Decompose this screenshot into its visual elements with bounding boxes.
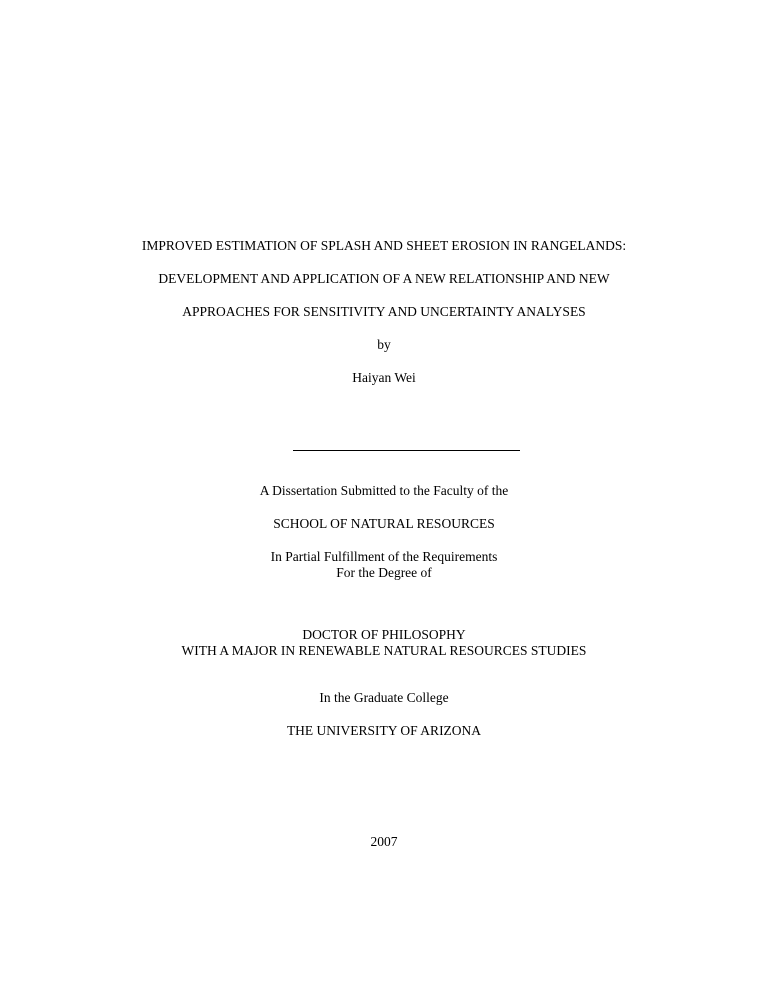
year: 2007 — [370, 834, 398, 849]
author-name: Haiyan Wei — [352, 370, 416, 385]
title-line-3: APPROACHES FOR SENSITIVITY AND UNCERTAINTY ANALYSES — [182, 304, 586, 319]
school-name: SCHOOL OF NATURAL RESOURCES — [273, 516, 495, 531]
degree-line-1: DOCTOR OF PHILOSOPHY — [302, 627, 466, 642]
fulfillment-line-1: In Partial Fulfillment of the Requirements — [270, 549, 498, 564]
university-name: THE UNIVERSITY OF ARIZONA — [286, 723, 482, 738]
degree-line-2: WITH A MAJOR IN RENEWABLE NATURAL RESOURCES STUDIES — [181, 643, 587, 658]
by-label: by — [377, 337, 391, 352]
title-line-2: DEVELOPMENT AND APPLICATION OF A NEW RELATIONSHIP AND NEW — [158, 271, 610, 286]
title-line-1: IMPROVED ESTIMATION OF SPLASH AND SHEET EROSION IN RANGELANDS: — [141, 238, 627, 253]
separator-rule — [293, 450, 520, 451]
fulfillment-line-2: For the Degree of — [336, 565, 432, 580]
submission-statement: A Dissertation Submitted to the Faculty of the — [259, 483, 509, 498]
graduate-college: In the Graduate College — [319, 690, 449, 705]
